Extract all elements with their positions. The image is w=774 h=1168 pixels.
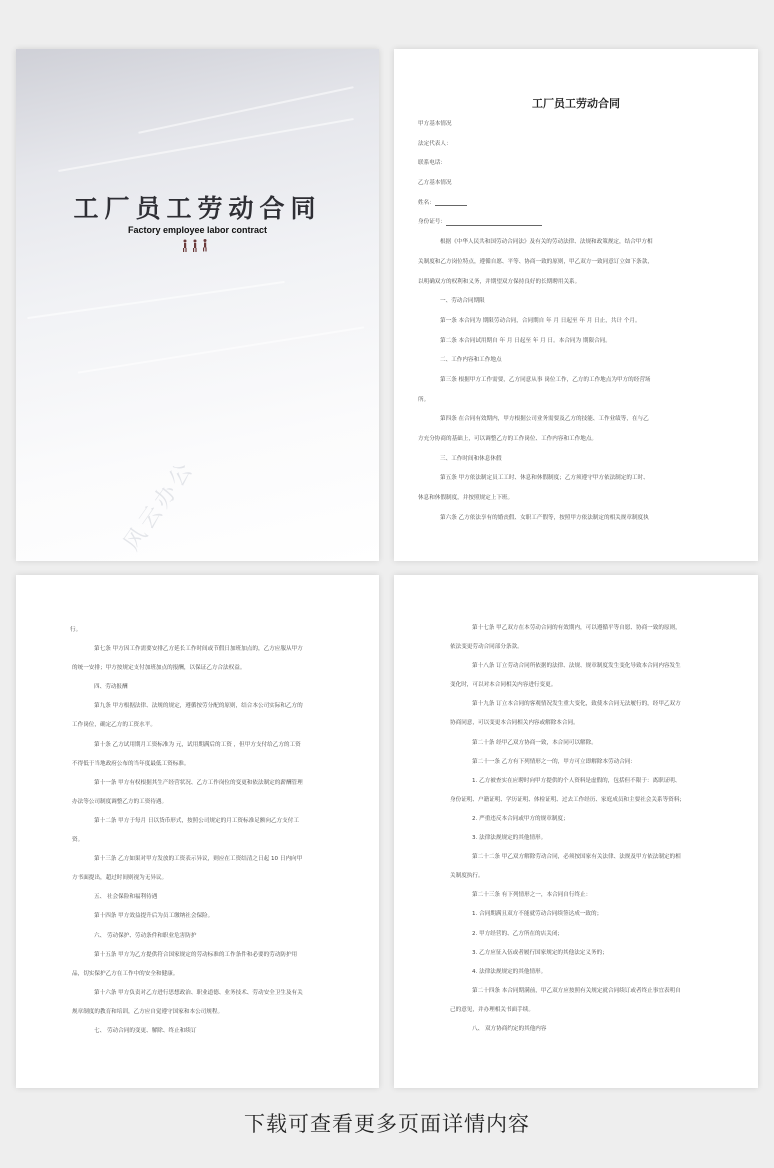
section-heading: 二、工作内容和工作地点: [440, 357, 502, 364]
text-line: 第十二条 甲方于每月 日以货币形式，按照公司规定的月工资标准足额向乙方支付工: [94, 817, 299, 824]
text-line: 2. 严重违反本合同或甲方的规章制度；: [472, 815, 569, 822]
cover-page: [16, 49, 379, 561]
text-line: 第六条 乙方依法享有的婚丧假、女职工产假等，按照甲方依法制定的相关规章制度执: [440, 514, 649, 521]
cover-title: 工厂员工劳动合同: [73, 194, 322, 223]
text-line: 1. 合同期满且双方不能就劳动合同续签达成一致的；: [472, 911, 603, 918]
text-line: 甲方基本情况: [418, 121, 452, 127]
climbers-icon: [181, 239, 211, 253]
contract-page-1: [394, 49, 758, 561]
text-line: 2. 甲方经营的、乙方所在的店关闭；: [472, 930, 564, 937]
text-line: 依法变更劳动合同部分条款。: [450, 644, 523, 651]
text-line: 乙方基本情况: [418, 180, 452, 187]
text-line: 3. 乙方应征入伍或者履行国家规定的其他法定义务的；: [472, 949, 608, 956]
text-line: 第一条 本合同为 期限劳动合同，合同期自 年 月 日起至 年 月 日止，共计 个月。: [440, 317, 641, 324]
text-line: 第二十三条 有下列情形之一，本合同自行终止：: [472, 892, 592, 899]
text-line: 1. 乙方被查实在应聘时向甲方提供的个人资料是虚假的，包括但不限于：离职证明、: [472, 777, 681, 784]
text-line: 行。: [70, 627, 82, 633]
text-line: [418, 219, 738, 226]
text-line: 第十条 乙方试用期月工资标准为 元，试用期满后的工资 ，但甲方支付给乙方的工资: [94, 741, 301, 748]
text-line: 所。: [418, 396, 430, 403]
contract-page-2: [16, 575, 379, 1088]
text-line: 第十四条 甲方效益提升后为员工缴纳社会保险。: [94, 913, 214, 920]
text-line: 第十九条 订立本合同的客观情况发生重大变化，致使本合同无法履行的，经甲乙双方: [472, 701, 681, 708]
cover-subtitle: Factory employee labor contract: [127, 225, 268, 235]
text-line: 身份证明、户籍证明、学历证明、体检证明、过去工作经历、家庭成员和主要社会关系等资料；: [450, 796, 685, 803]
name-label: 姓名：: [418, 199, 435, 206]
section-heading: 五、 社会保险和福利待遇: [94, 894, 158, 901]
text-line: 联系电话：: [418, 160, 446, 167]
contract-title: 工厂员工劳动合同: [532, 97, 620, 110]
text-line: 第十三条 乙方如果对甲方发放的工资表示异议，则应在工资结清之日起 10 日内向甲: [94, 856, 303, 863]
text-line: 4. 法律法规规定的其他情形。: [472, 968, 547, 975]
text-line: 资。: [72, 837, 84, 844]
section-heading: 六、 劳动保护、劳动条件和职业危害防护: [94, 932, 197, 939]
text-line: 第十八条 订立劳动合同所依据的法律、法规、规章制度发生变化导致本合同内容发生: [472, 663, 681, 670]
text-line: 第二条 本合同试用期自 年 月 日起至 年 月 日。本合同为 期限合同。: [440, 337, 611, 344]
contract-page-3: [394, 575, 758, 1088]
text-line: 关制度和乙方岗位特点，遵循自愿、平等、协商一致的原则，甲乙双方一致同意订立如下条款，: [418, 258, 653, 265]
id-blank: [446, 220, 542, 226]
text-line: 的统一安排；甲方按规定支付加班加点的报酬，以保证乙方合法权益。: [72, 665, 246, 672]
section-heading: 八、 双方协商约定的其他内容: [472, 1025, 547, 1032]
id-label: 身份证号：: [418, 219, 446, 226]
text-line: 第三条 根据甲方工作需要，乙方同意从事 岗位工作，乙方的工作地点为甲方的经营场: [440, 376, 651, 383]
text-line: 第九条 甲方根据法律、法规的规定，遵循按劳分配的原则，结合本公司实际和乙方的: [94, 703, 303, 710]
text-line: 第十五条 甲方为乙方提供符合国家规定的劳动标准的工作条件和必要的劳动防护用: [94, 951, 298, 958]
section-heading: 四、劳动报酬: [94, 684, 128, 691]
section-heading: 七、 劳动合同的变更、解除、终止和续订: [94, 1027, 197, 1034]
cover-streak: [58, 118, 354, 172]
text-line: 第七条 甲方因工作需要安排乙方延长工作时间或节假日加班加点的，乙方应服从甲方: [94, 646, 303, 653]
text-line: 不得低于当地政府公布的当年度最低工资标准。: [72, 760, 190, 767]
text-line: 方充分协商的基础上，可以调整乙方的工作岗位、工作内容和工作地点。: [418, 436, 598, 442]
text-line: 第十六条 甲方负责对乙方进行思想政治、职业道德、业务技术、劳动安全卫生及有关: [94, 989, 303, 996]
cover-watermark: 风云办公: [119, 455, 200, 556]
text-line: 变化时，可以对本合同相关内容进行变更。: [450, 682, 557, 689]
text-line: 3. 法律法规规定的其他情形。: [472, 835, 547, 842]
text-line: 第二十四条 本合同期满前，甲乙双方应按照有关规定就合同续订或者终止事宜表明自: [472, 987, 681, 994]
text-line: 第四条 在合同有效期内，甲方根据公司业务需要及乙方的技能、工作业绩等，在与乙: [440, 416, 649, 423]
section-heading: 一、劳动合同期限: [440, 298, 485, 305]
cover-streak: [27, 281, 285, 319]
text-line: 协商同意，可以变更本合同相关内容或解除本合同。: [450, 720, 579, 727]
text-line: 第十七条 甲乙双方在本劳动合同的有效期内，可以遵循平等自愿、协商一致的原则，: [472, 625, 681, 631]
text-line: 品，切实保护乙方在工作中的安全和健康。: [72, 970, 179, 977]
cover-streak: [78, 326, 365, 373]
text-line: 休息和休假制度，并按照规定上下班。: [418, 495, 514, 502]
text-line: 第五条 甲方依法制定员工工时、休息和休假制度；乙方须遵守甲方依法制定的工时、: [440, 475, 649, 482]
text-line: 规章制度的教育和培训，乙方应自觉遵守国家和本公司规程。: [72, 1008, 224, 1015]
text-line: 第二十一条 乙方有下列情形之一的，甲方可立即解除本劳动合同：: [472, 758, 636, 765]
download-more-link[interactable]: 下载可查看更多页面详情内容: [244, 1112, 530, 1136]
text-line: [418, 200, 738, 207]
section-heading: 三、工作时间和休息休假: [440, 455, 502, 462]
text-line: 根据《中华人民共和国劳动合同法》及有关的劳动法律、法规和政策规定，结合甲方相: [440, 239, 653, 246]
text-line: 第二十条 经甲乙双方协商一致，本合同可以解除。: [472, 739, 597, 746]
text-line: 办法等公司制度调整乙方的工资待遇。: [72, 798, 168, 805]
text-line: 第十一条 甲方有权根据其生产经营状况、乙方工作岗位的变更和依法制定的薪酬管理: [94, 779, 303, 786]
cover-streak: [138, 86, 354, 134]
text-line: 方书面提出，超过时间则视为无异议。: [72, 875, 168, 882]
text-line: 以明确双方的权利和义务，并期望双方保持良好的长期聘用关系。: [418, 278, 581, 285]
name-blank: [435, 200, 467, 206]
text-line: 法定代表人：: [418, 140, 452, 147]
text-line: 第二十二条 甲乙双方解除劳动合同，必须按国家有关法律、法规及甲方依法制定的相: [472, 854, 681, 861]
text-line: 工作岗位，确定乙方的工资水平。: [72, 722, 156, 729]
text-line: 关制度执行。: [450, 873, 484, 880]
text-line: 己的意见，并办理相关书面手续。: [450, 1006, 534, 1013]
